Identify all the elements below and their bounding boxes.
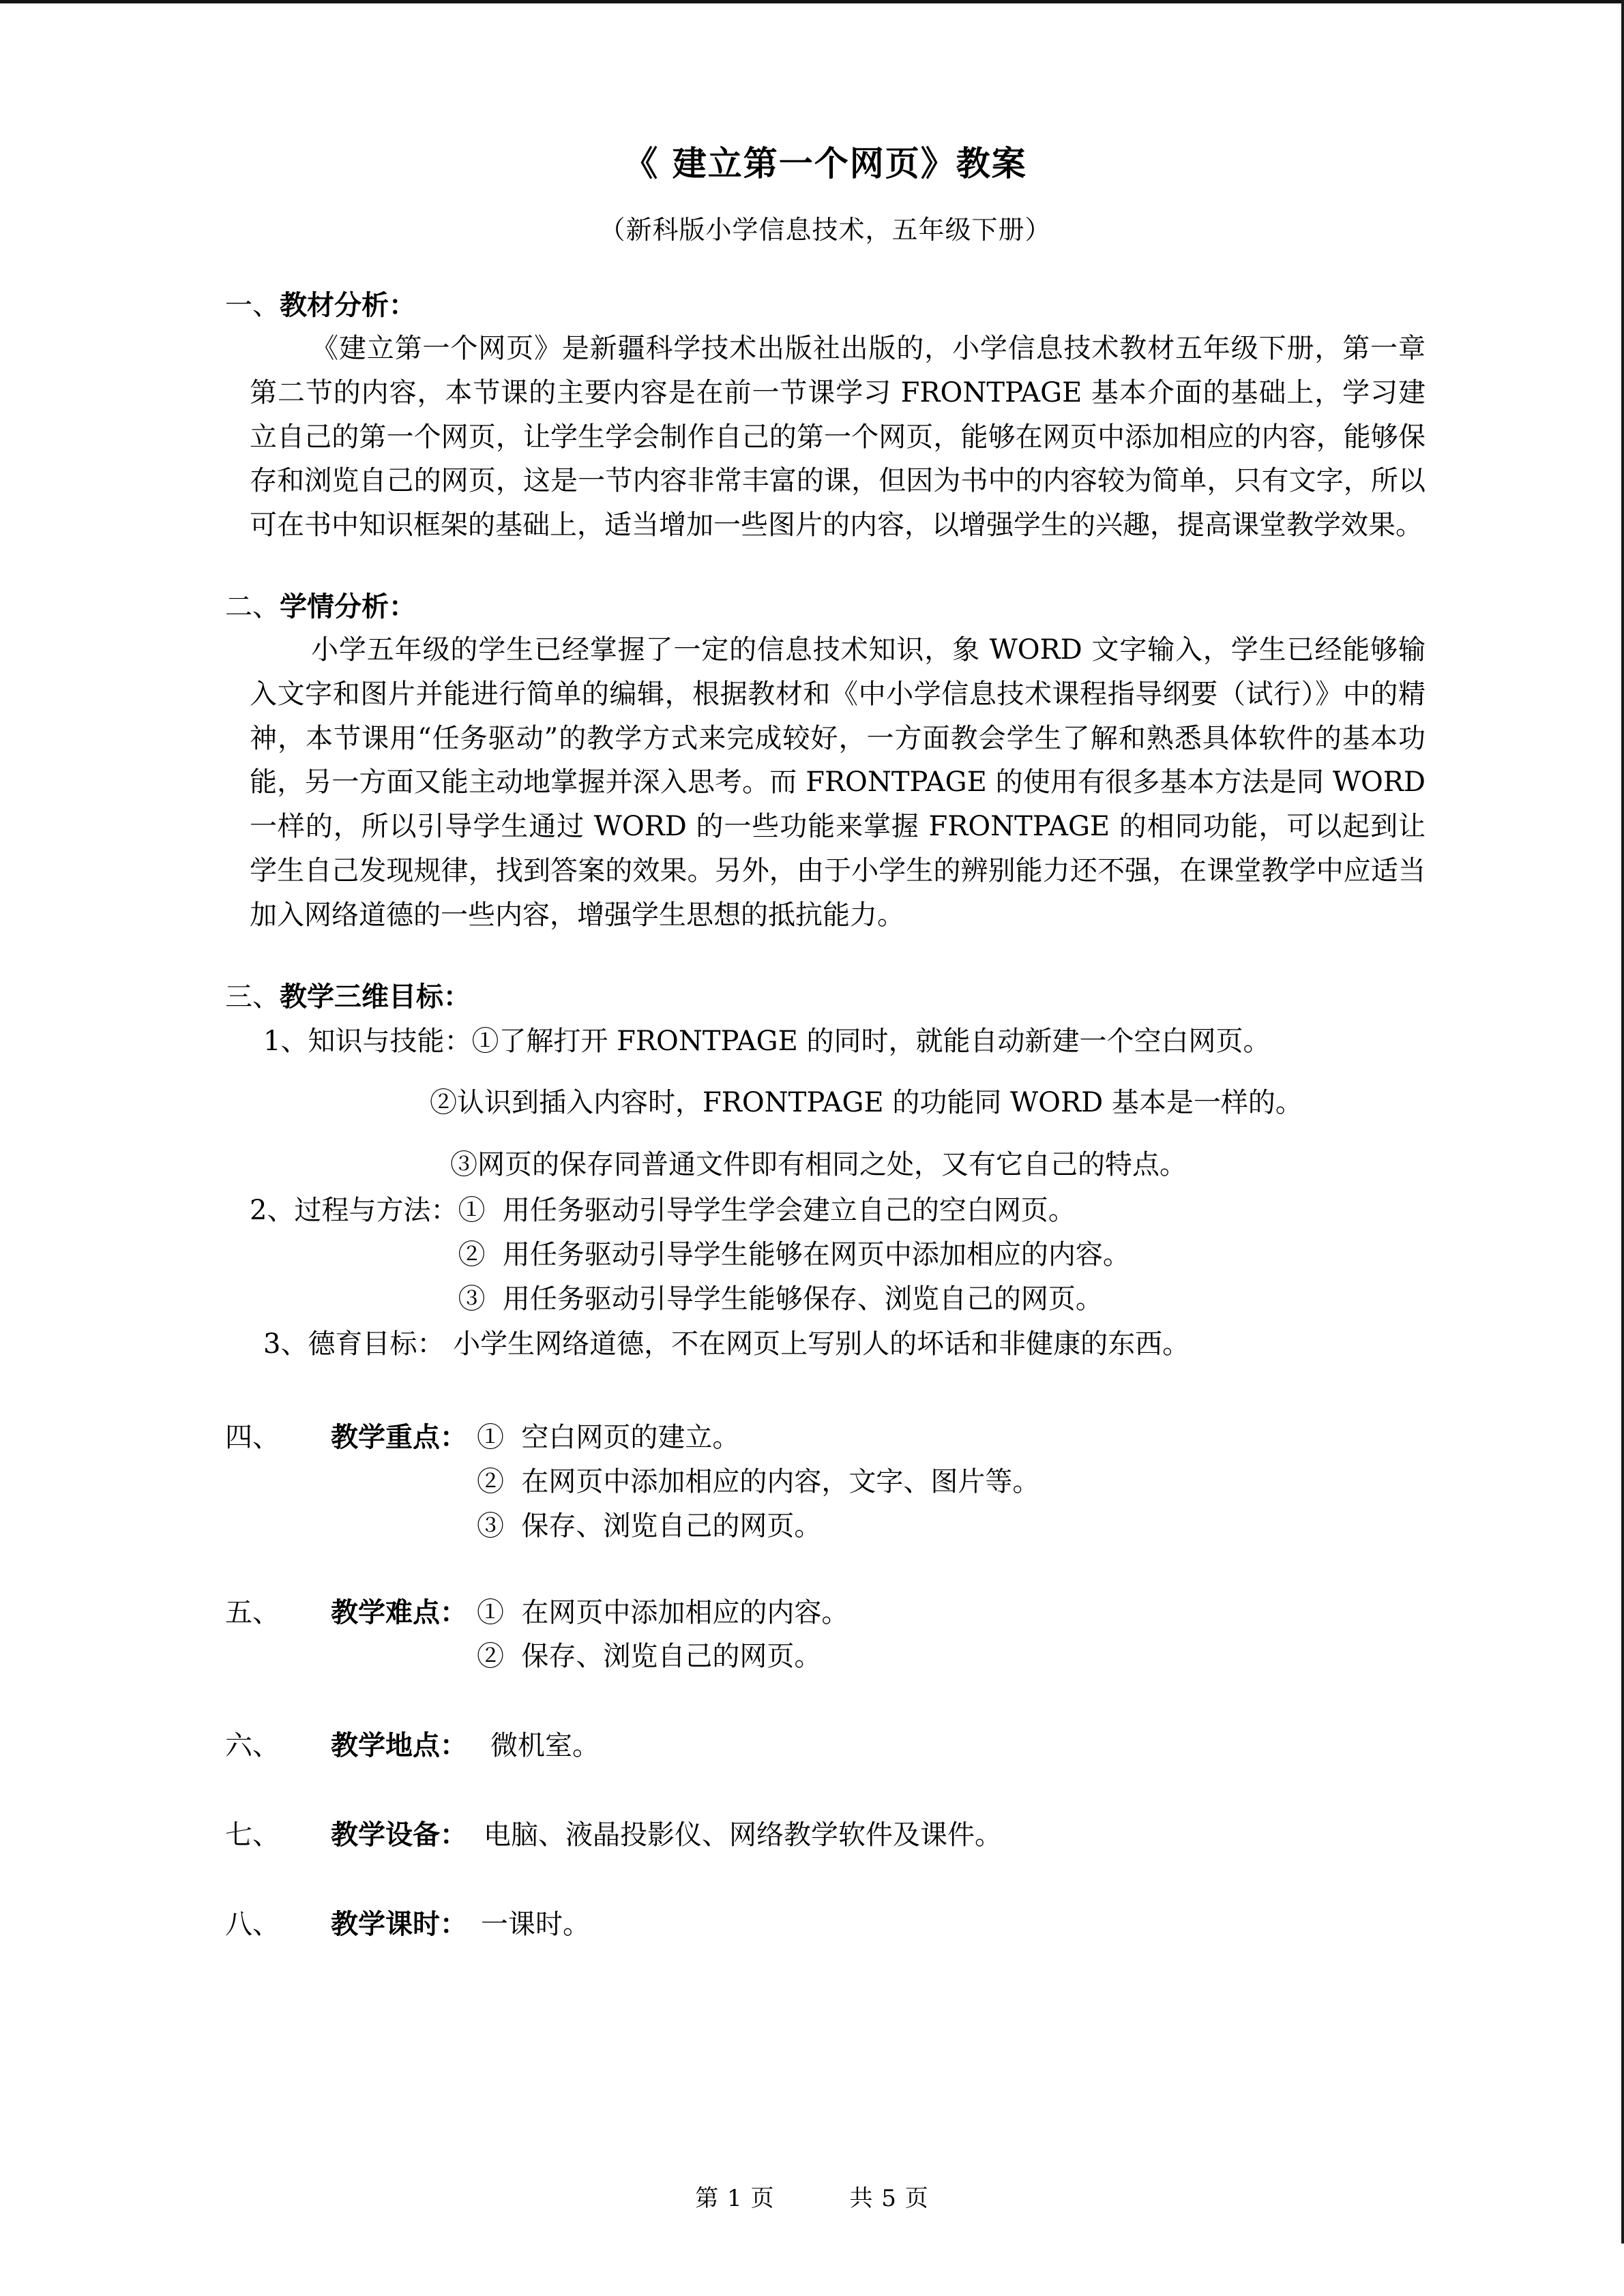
section-heading-1 [225,287,1426,324]
objective-1-item-1: ①了解打开 FRONTPAGE 的同时，就能自动新建一个空白网页。 [471,1025,1271,1057]
section-heading-2 [225,588,1426,625]
section-block-4 [225,1416,1426,1548]
section-6-items [467,1724,1426,1768]
objective-3-values [444,1322,1426,1367]
objective-2-item-3: ③ 用任务驱动引导学生能够保存、浏览自己的网页。 [458,1283,1103,1315]
objective-2-key: 2、过程与方法： [250,1194,458,1226]
section-1-paragraph: 《建立第一个网页》是新疆科学技术出版社出版的，小学信息技术教材五年级下册，第一章第二节的内容，本节课的主要内容是在前一节课学习 FRONTPAGE 基本介面的基础上，学习建立自己的第一个网页，让学生学会制作自己的第一个网页，能够在网页中添加相应的内容，能够保存和浏览自己的网页，这是一节内容非常丰富的课，但因为书中的内容较为简单，只有文字，所以可在书中知识框架的基础上，适当增加一些图片的内容，以增强学生的兴趣，提高课堂教学效果。 [250,333,1426,541]
section-number-4: 四、 [225,1422,280,1454]
footer-total-pages: 共 5 页 [849,2185,929,2212]
section-4-items [467,1416,1426,1548]
section-label-7: 教学设备： [331,1819,467,1851]
section-4-item-3: ③ 保存、浏览自己的网页。 [477,1510,822,1542]
page-title: 《 建立第一个网页》教案 [623,144,1027,183]
section-2-paragraph: 小学五年级的学生已经掌握了一定的信息技术知识，象 WORD 文字输入，学生已经能够输入文字和图片并能进行简单的编辑，根据教材和《中小学信息技术课程指导纲要（试行）》中的精神，本节课用“任务驱动”的教学方式来完成较好，一方面教会学生了解和熟悉具体软件的基本功能，另一方面又能主动地掌握并深入思考。而 FRONTPAGE 的使用有很多基本方法是同 WORD 一样的，所以引导学生通过 WORD 的一些功能来掌握 FRONTPAGE 的相同功能，可以起到让学生自己发现规律，找到答案的效果。另外，由于小学生的辨别能力还不强，在课堂教学中应适当加入网络道德的一些内容，增强学生思想的抵抗能力。 [250,633,1426,931]
section-block-5 [225,1591,1426,1680]
section-label-5: 教学难点： [331,1596,467,1628]
section-5-item-2: ② 保存、浏览自己的网页。 [477,1641,822,1673]
objective-3-key: 3、德育目标： [263,1328,445,1360]
section-number-5: 五、 [225,1596,280,1628]
section-6-item-1: 微机室。 [490,1730,600,1762]
section-block-6 [225,1724,1426,1768]
objective-1-item-3: ③网页的保存同普通文件即有相同之处，又有它自己的特点。 [450,1149,1187,1181]
section-7-items [467,1813,1426,1858]
objective-row-moral [225,1322,1426,1367]
section-8-item-1: 一课时。 [481,1908,590,1940]
section-label-2: 学情分析： [280,591,416,623]
section-number-3: 三、 [225,981,280,1013]
section-5-items [467,1591,1426,1680]
objective-1-item-2: ②认识到插入内容时，FRONTPAGE 的功能同 WORD 基本是一样的。 [430,1087,1303,1119]
section-number-2: 二、 [225,591,280,623]
objective-2-item-2: ② 用任务驱动引导学生能够在网页中添加相应的内容。 [458,1238,1130,1270]
document-content [225,0,1426,1947]
page-subtitle: （新科版小学信息技术，五年级下册） [599,215,1052,245]
section-block-7 [225,1813,1426,1858]
section-number-8: 八、 [225,1908,280,1940]
objective-row-process [225,1189,1426,1321]
objective-1-values [471,1019,1426,1064]
objective-2-values [458,1189,1426,1321]
objective-1-key: 1、知识与技能： [263,1025,472,1057]
section-4-item-1: ① 空白网页的建立。 [477,1422,740,1454]
section-label-3: 教学三维目标： [280,981,471,1013]
section-5-item-1: ① 在网页中添加相应的内容。 [477,1596,849,1628]
footer-current-page: 第 1 页 [695,2185,775,2212]
objective-2-item-1: ① 用任务驱动引导学生学会建立自己的空白网页。 [458,1194,1076,1226]
section-number-7: 七、 [225,1819,280,1851]
section-label-6: 教学地点： [331,1730,467,1762]
section-block-8 [225,1903,1426,1947]
objective-row-knowledge [225,1019,1426,1064]
section-heading-3 [225,979,1426,1015]
section-label-1: 教材分析： [280,290,416,321]
section-8-items [467,1903,1426,1947]
section-number-6: 六、 [225,1730,280,1762]
page-footer [0,2179,1624,2213]
section-number-1: 一、 [225,290,280,321]
section-label-8: 教学课时： [331,1908,467,1940]
scan-right-edge-artifact [1621,0,1624,2243]
section-label-4: 教学重点： [331,1422,467,1454]
objective-3-item-1: 小学生网络道德，不在网页上写别人的坏话和非健康的东西。 [444,1328,1190,1360]
section-4-item-2: ② 在网页中添加相应的内容，文字、图片等。 [477,1465,1040,1497]
section-7-item-1: 电脑、液晶投影仪、网络教学软件及课件。 [484,1819,1002,1851]
